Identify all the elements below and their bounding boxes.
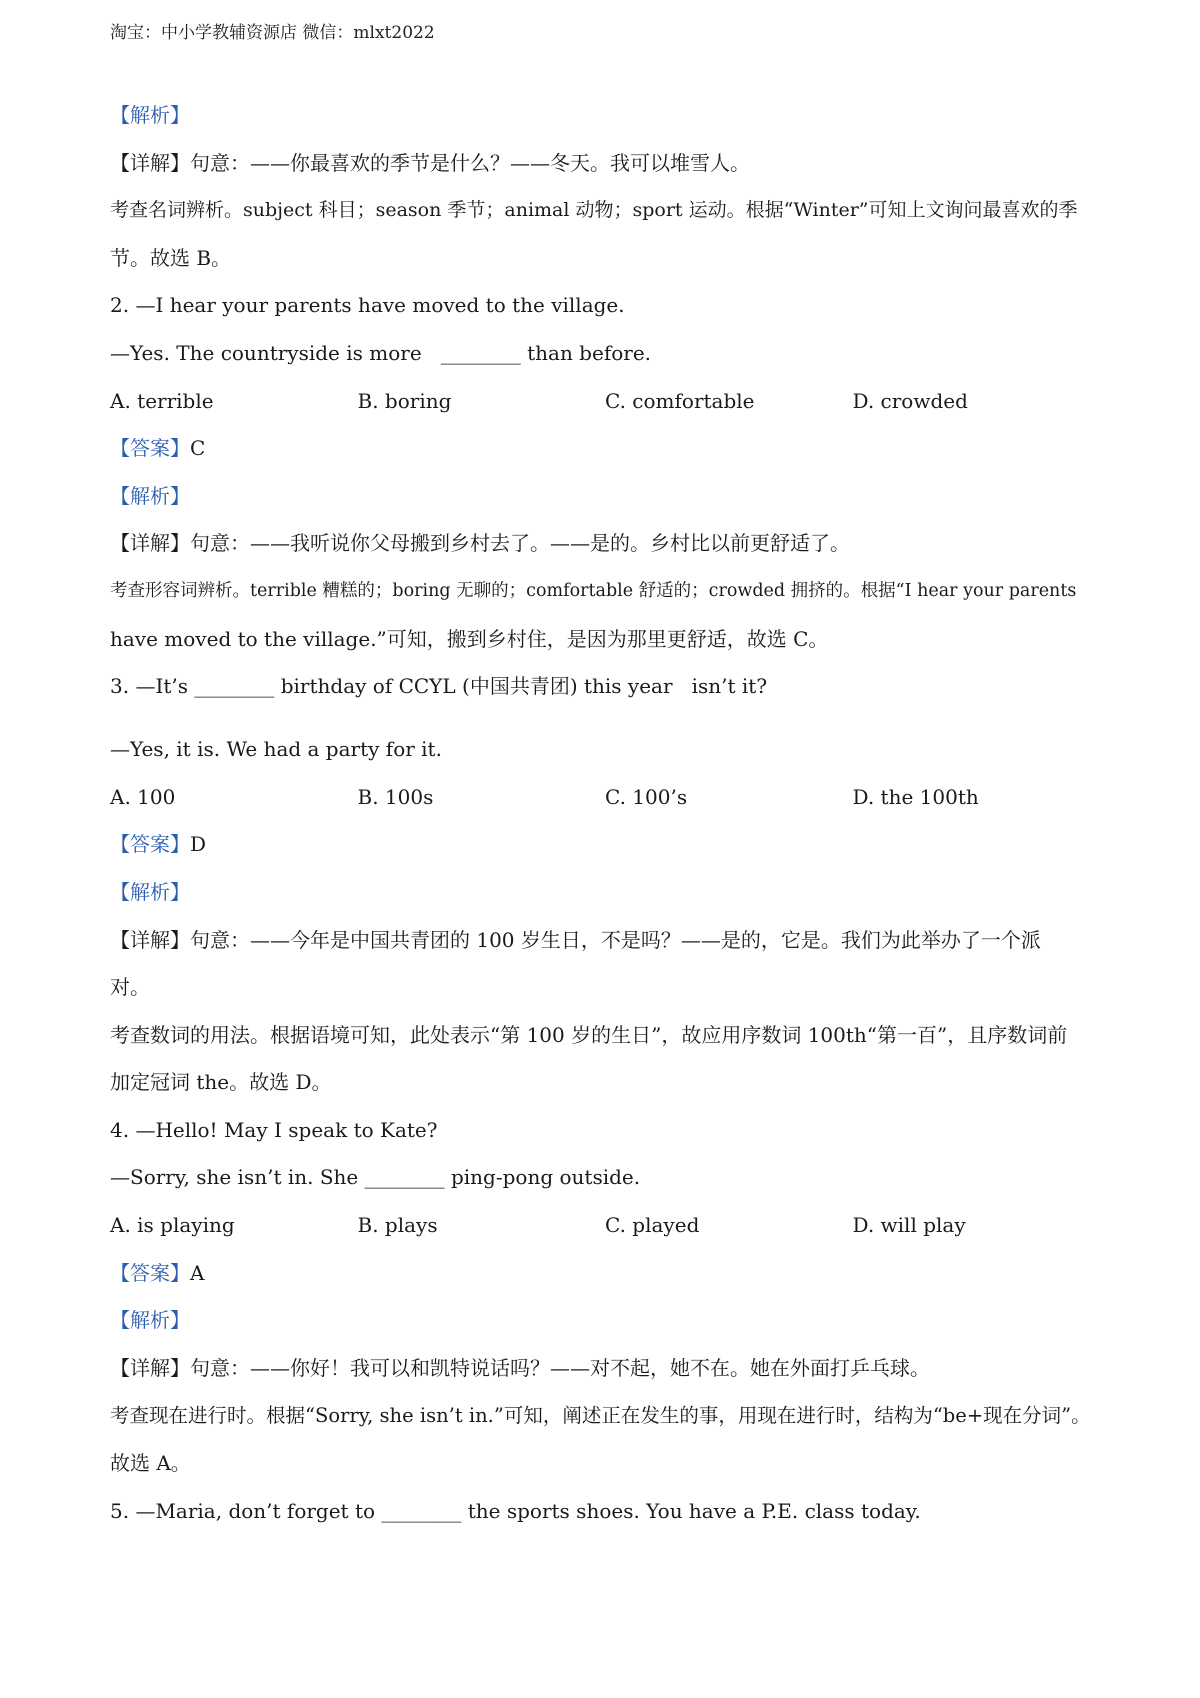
q1-explain-line1: 考查名词辨析。subject 科目；season 季节；animal 动物；sport 运动。根据“Winter”可知上文询问最喜欢的季: [110, 199, 1078, 222]
q5-stem: 5. —Maria, don’t forget to ________ the sports shoes. You have a P.E. class today.: [110, 1498, 921, 1523]
q4-answer: 【答案】A: [110, 1260, 205, 1285]
q3-explain-line1: 考查数词的用法。根据语境可知，此处表示“第 100 岁的生日”，故应用序数词 100th“第一百”，且序数词前: [110, 1022, 1068, 1047]
q3-option-d: D. the 100th: [852, 784, 979, 809]
q3-option-c: C. 100’s: [605, 784, 688, 809]
q3-answer: 【答案】D: [110, 832, 207, 857]
q2-options: [110, 378, 1100, 426]
q3-option-a: A. 100: [110, 784, 176, 809]
q4-stem: 4. —Hello! May I speak to Kate?: [110, 1117, 438, 1142]
q4-detail: 【详解】句意：——你好！我可以和凯特说话吗？——对不起，她不在。她在外面打乒乓球。: [110, 1355, 930, 1380]
q2-explain-line1: 考查形容词辨析。terrible 糟糕的；boring 无聊的；comfortable 舒适的；crowded 拥挤的。根据“I hear your parents: [110, 580, 1077, 601]
q3-analysis-tag: 【解析】: [110, 879, 190, 904]
q1-explain-line2: 节。故选 B。: [110, 245, 232, 270]
q1-detail: 【详解】句意：——你最喜欢的季节是什么？——冬天。我可以堆雪人。: [110, 150, 750, 175]
q2-answer: 【答案】C: [110, 436, 206, 461]
q2-stem: 2. —I hear your parents have moved to the village.: [110, 293, 625, 318]
q4-option-d: D. will play: [852, 1213, 966, 1238]
q4-option-a: A. is playing: [110, 1213, 235, 1238]
q4-explain-line2: 故选 A。: [110, 1451, 191, 1476]
q3-stem: 3. —It’s ________ birthday of CCYL (中国共青团) this year isn’t it?: [110, 674, 768, 699]
q3-detail-line1: 【详解】句意：——今年是中国共青团的 100 岁生日，不是吗？——是的，它是。我们为此举办了一个派: [110, 927, 1041, 952]
q3-line2: —Yes, it is. We had a party for it.: [110, 737, 442, 762]
q2-option-c: C. comfortable: [605, 388, 755, 413]
q4-option-b: B. plays: [357, 1213, 438, 1238]
document-body: [110, 92, 1100, 1535]
q2-explain-line2: have moved to the village.”可知，搬到乡村住，是因为那里更舒适，故选 C。: [110, 626, 829, 651]
q4-options: [110, 1202, 1100, 1250]
q4-explain-line1: 考查现在进行时。根据“Sorry, she isn’t in.”可知，阐述正在发生的事，用现在进行时，结构为“be+现在分词”。: [110, 1404, 1091, 1428]
q2-analysis-tag: 【解析】: [110, 483, 190, 508]
page-header: 淘宝：中小学教辅资源店 微信：mlxt2022: [110, 23, 435, 43]
q3-detail-line2: 对。: [110, 975, 150, 1000]
q4-line2: —Sorry, she isn’t in. She ________ ping-pong outside.: [110, 1165, 641, 1190]
q3-options: [110, 774, 1100, 822]
q4-option-c: C. played: [605, 1213, 700, 1238]
q2-option-b: B. boring: [357, 388, 452, 413]
q2-option-d: D. crowded: [852, 388, 968, 413]
q1-analysis-tag: 【解析】: [110, 103, 190, 127]
q2-option-a: A. terrible: [110, 388, 214, 413]
q2-line2: —Yes. The countryside is more ________ than before.: [110, 340, 652, 365]
q3-option-b: B. 100s: [357, 784, 434, 809]
q4-analysis-tag: 【解析】: [110, 1308, 190, 1333]
q2-detail: 【详解】句意：——我听说你父母搬到乡村去了。——是的。乡村比以前更舒适了。: [110, 531, 850, 556]
q3-explain-line2: 加定冠词 the。故选 D。: [110, 1070, 332, 1095]
